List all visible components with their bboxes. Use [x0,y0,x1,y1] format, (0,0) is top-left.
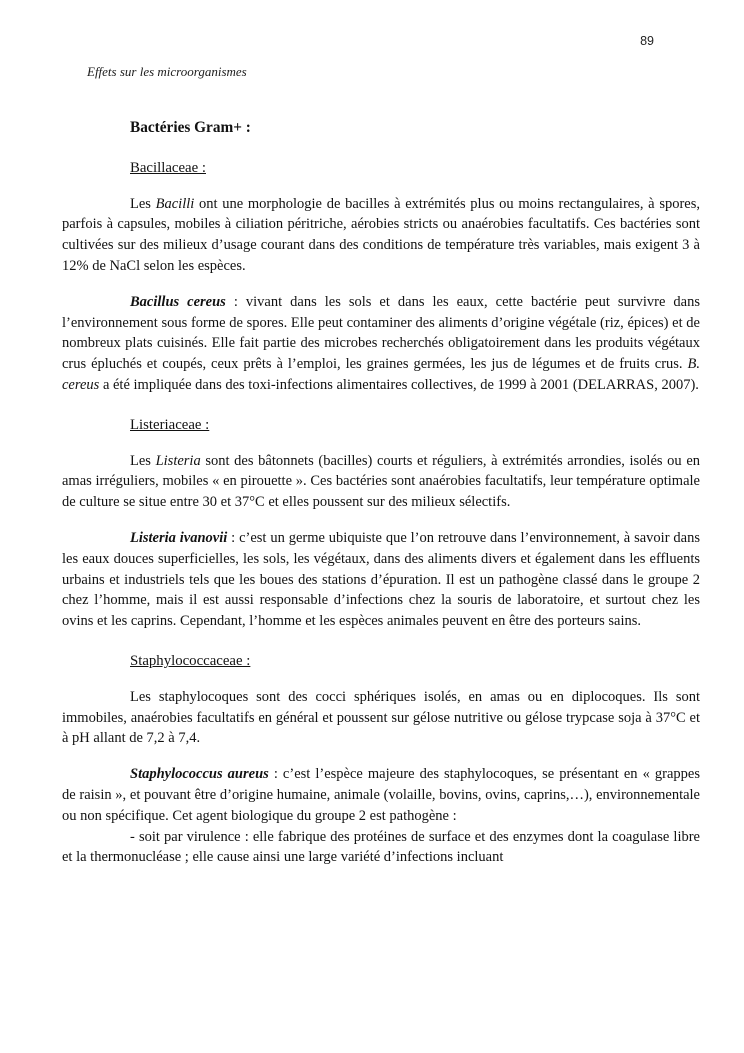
text-segment: sont des bâtonnets (bacilles) courts et réguliers, à extrémités arrondies, isolés ou en amas irréguliers, mobiles « en pirouette ». Ces bactéries sont anaérobies facultatifs, leur température optimale de culture se situe entre 30 et 37°C et elles poussent sur des milieux sélectifs. [62,452,701,511]
text-segment: : vivant dans les sols et dans les eaux, cette bactérie peut survivre dans l’environnement sous forme de spores. Elle peut contaminer des aliments d’origine végétale (riz, épices) et de nombreux plats cuisinés. Elle fait partie des microbes recherchés obligatoirement dans les produits végétaux crus épluchés et coupés, ceux prêts à l’emploi, les graines germées, les jus de légumes et de fruits crus. [62,293,700,373]
heading-text: Staphylococcaceae : [130,652,251,669]
text-segment: Bacillus cereus [130,293,226,310]
staphylococcaceae-heading [62,651,700,672]
text-segment: ont une morphologie de bacilles à extrémités plus ou moins rectangulaires, à spores, parfois à capsules, mobiles à ciliation péritriche, aérobies stricts ou anaérobies facultatifs. Ces bactéries sont cultivées sur des milieux d’usage courant dans des conditions de température très variables, mais exigent 3 à 12% de NaCl selon les espèces. [62,195,700,274]
page-number: 89 [640,34,654,48]
bacilli-paragraph [62,194,700,277]
listeriaceae-heading [62,415,700,436]
text-segment: a été impliquée dans des toxi-infections alimentaires collectives, de 1999 à 2001 (DELARRAS, 2007). [99,376,699,393]
text-segment: B. cereus [62,356,700,393]
text-segment: Listeria ivanovii [130,529,228,546]
virulence-list-item [62,827,700,869]
text-segment: : c’est un germe ubiquiste que l’on retrouve dans l’environnement, à savoir dans les eaux douces superficielles, les sols, les végétaux, dans des aliments divers et également dans les effluents urbains et industriels tels que les boues des stations d’épuration. Il est un pathogène classé dans le groupe 2 chez l’homme, mais il est aussi responsable d’infections chez la souris de laboratoire, et surtout chez les ovins et les caprins. Cependant, l’homme et les espèces animales peuvent en être des porteurs sains. [62,529,700,630]
text-segment: Listeria [155,452,201,469]
listeria-paragraph [62,451,700,513]
text-segment: Bacilli [155,195,195,212]
heading-text: Bacillaceae : [130,159,206,176]
listeria-ivanovii-paragraph [62,528,700,632]
staphylococcus-aureus-paragraph [62,764,700,826]
gram-positive-heading: Bactéries Gram+ : [130,119,251,136]
text-segment: Les [130,195,156,212]
staphylocoques-paragraph [62,687,700,749]
bacillus-cereus-paragraph [62,292,700,396]
text-segment: : c’est l’espèce majeure des staphylocoques, se présentant en « grappes de raisin », et pouvant être d’origine humaine, animale (volaille, bovins, ovins, caprins,…), environnementale ou non spécifique. Cet agent biologique du groupe 2 est pathogène : [62,766,700,824]
heading-text: Listeriaceae : [130,416,210,433]
text-segment: Les [130,452,156,469]
text-segment: Staphylococcus aureus [130,766,269,783]
document-body [62,118,700,868]
text-segment: Les staphylocoques sont des cocci sphériques isolés, en amas ou en diplocoques. Ils sont immobiles, anaérobies facultatifs en général et poussent sur gélose nutritive ou gélose trypcase soja à 37°C et à pH allant de 7,2 à 7,4. [62,688,700,747]
running-header: Effets sur les microorganismes [87,64,247,79]
bacillaceae-heading [62,158,700,179]
text-segment: - soit par virulence : elle fabrique des protéines de surface et des enzymes dont la coagulase libre et la thermonucléase ; elle cause ainsi une large variété d’infections incluant [62,828,700,866]
